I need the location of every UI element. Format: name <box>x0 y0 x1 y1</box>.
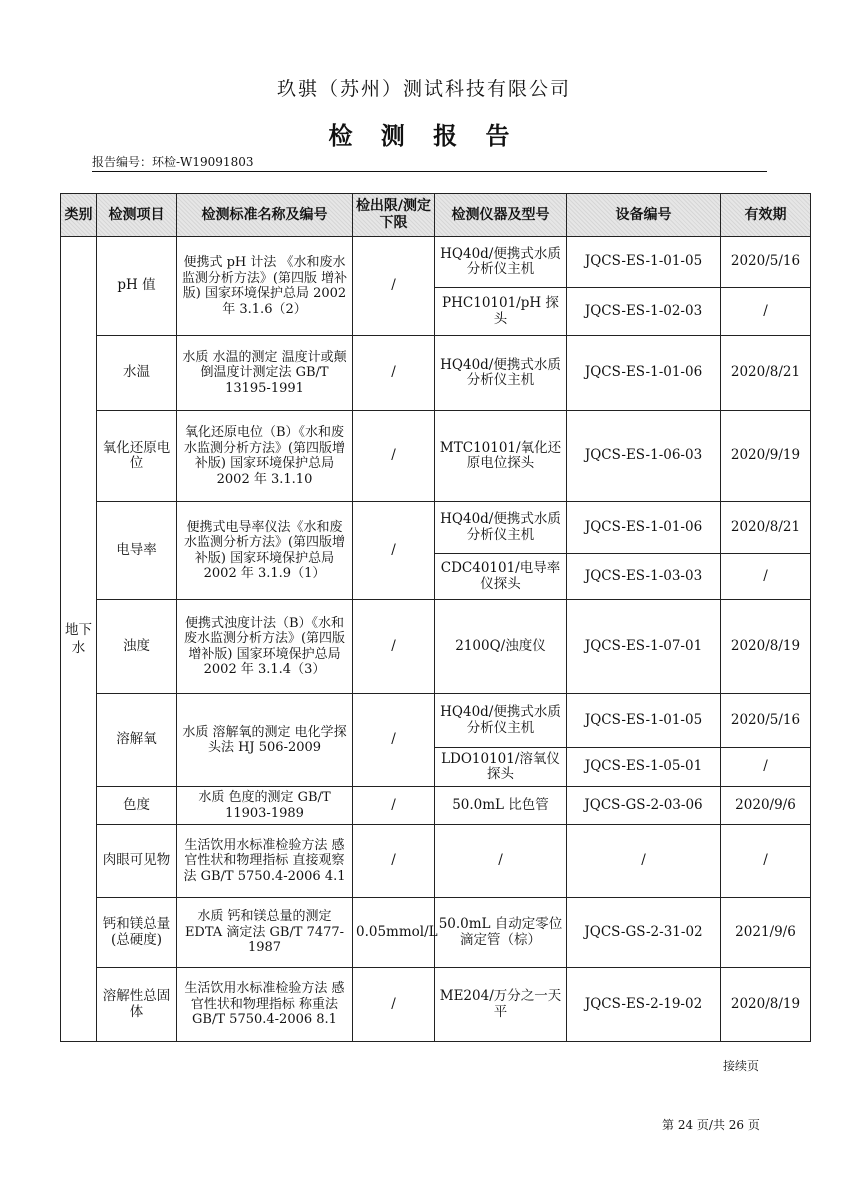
col-header-item: 检测项目 <box>97 194 177 237</box>
limit-cell: / <box>353 694 435 787</box>
table-row <box>61 898 811 968</box>
equip-no-cell: JQCS-GS-2-03-06 <box>567 787 721 825</box>
equip-no-cell: JQCS-ES-1-01-06 <box>567 502 721 554</box>
table-row <box>61 600 811 694</box>
report-number: 报告编号：环检-W19091803 <box>92 155 254 169</box>
col-header-equip-no: 设备编号 <box>567 194 721 237</box>
table-row <box>61 825 811 898</box>
instrument-cell: HQ40d/便携式水质分析仪主机 <box>435 237 567 288</box>
valid-date-cell: 2020/8/19 <box>721 600 811 694</box>
company-name: 玖骐（苏州）测试科技有限公司 <box>276 78 571 100</box>
standard-cell: 便携式电导率仪法《水和废水监测分析方法》(第四版增补版) 国家环境保护总局 2002 年 3.1.9（1） <box>177 502 353 600</box>
limit-cell: / <box>353 787 435 825</box>
equip-no-cell: JQCS-ES-1-05-01 <box>567 748 721 787</box>
instrument-cell: CDC40101/电导率仪探头 <box>435 554 567 600</box>
standard-cell: 水质 水温的测定 温度计或颠倒温度计测定法 GB/T 13195-1991 <box>177 336 353 411</box>
equip-no-cell: JQCS-ES-1-01-06 <box>567 336 721 411</box>
limit-cell: / <box>353 600 435 694</box>
col-header-valid: 有效期 <box>721 194 811 237</box>
standard-cell: 水质 溶解氧的测定 电化学探头法 HJ 506-2009 <box>177 694 353 787</box>
standard-cell: 生活饮用水标准检验方法 感官性状和物理指标 直接观察法 GB/T 5750.4-2006 4.1 <box>177 825 353 898</box>
table-row <box>61 968 811 1042</box>
instrument-cell: MTC10101/氧化还原电位探头 <box>435 411 567 502</box>
table-row <box>61 787 811 825</box>
instrument-cell: PHC10101/pH 探头 <box>435 288 567 336</box>
valid-date-cell: 2020/9/6 <box>721 787 811 825</box>
instrument-cell: 50.0mL 比色管 <box>435 787 567 825</box>
test-methods-table <box>60 193 811 1042</box>
item-name: 色度 <box>97 787 177 825</box>
standard-cell: 便携式浊度计法（B）《水和废水监测分析方法》(第四版增补版) 国家环境保护总局 2002 年 3.1.4（3） <box>177 600 353 694</box>
limit-cell: / <box>353 502 435 600</box>
equip-no-cell: JQCS-ES-1-03-03 <box>567 554 721 600</box>
limit-cell: / <box>353 336 435 411</box>
limit-cell: / <box>353 968 435 1042</box>
standard-cell: 便携式 pH 计法 《水和废水监测分析方法》(第四版 增补版) 国家环境保护总局 2002 年 3.1.6（2） <box>177 237 353 336</box>
equip-no-cell: JQCS-ES-2-19-02 <box>567 968 721 1042</box>
page-number: 第 24 页/共 26 页 <box>662 1118 760 1132</box>
standard-cell: 氧化还原电位（B）《水和废水监测分析方法》(第四版增补版) 国家环境保护总局 2002 年 3.1.10 <box>177 411 353 502</box>
instrument-cell: ME204/万分之一天平 <box>435 968 567 1042</box>
report-title: 检 测 报 告 <box>328 121 520 150</box>
table-row <box>61 336 811 411</box>
standard-cell: 水质 色度的测定 GB/T 11903-1989 <box>177 787 353 825</box>
table-row <box>61 237 811 288</box>
item-name: 水温 <box>97 336 177 411</box>
equip-no-cell: JQCS-ES-1-07-01 <box>567 600 721 694</box>
instrument-cell: 2100Q/浊度仪 <box>435 600 567 694</box>
valid-date-cell: 2020/8/21 <box>721 502 811 554</box>
limit-cell: 0.05mmol/L <box>353 898 435 968</box>
col-header-category: 类别 <box>61 194 97 237</box>
valid-date-cell: / <box>721 825 811 898</box>
table-row <box>61 411 811 502</box>
standard-cell: 生活饮用水标准检验方法 感官性状和物理指标 称重法 GB/T 5750.4-2006 8.1 <box>177 968 353 1042</box>
instrument-cell: / <box>435 825 567 898</box>
limit-cell: / <box>353 825 435 898</box>
item-name: 肉眼可见物 <box>97 825 177 898</box>
valid-date-cell: 2020/5/16 <box>721 694 811 748</box>
instrument-cell: HQ40d/便携式水质分析仪主机 <box>435 336 567 411</box>
valid-date-cell: 2020/8/21 <box>721 336 811 411</box>
item-name: 氧化还原电位 <box>97 411 177 502</box>
equip-no-cell: JQCS-ES-1-02-03 <box>567 288 721 336</box>
equip-no-cell: / <box>567 825 721 898</box>
valid-date-cell: 2020/5/16 <box>721 237 811 288</box>
item-name: pH 值 <box>97 237 177 336</box>
valid-date-cell: 2020/8/19 <box>721 968 811 1042</box>
col-header-standard: 检测标准名称及编号 <box>177 194 353 237</box>
item-name: 溶解性总固体 <box>97 968 177 1042</box>
header-rule <box>92 171 767 172</box>
item-name: 电导率 <box>97 502 177 600</box>
col-header-limit: 检出限/测定下限 <box>353 194 435 237</box>
equip-no-cell: JQCS-ES-1-06-03 <box>567 411 721 502</box>
table-row <box>61 694 811 748</box>
instrument-cell: 50.0mL 自动定零位滴定管（棕） <box>435 898 567 968</box>
valid-date-cell: / <box>721 554 811 600</box>
equip-no-cell: JQCS-ES-1-01-05 <box>567 694 721 748</box>
limit-cell: / <box>353 411 435 502</box>
valid-date-cell: / <box>721 748 811 787</box>
col-header-instrument: 检测仪器及型号 <box>435 194 567 237</box>
item-name: 钙和镁总量(总硬度) <box>97 898 177 968</box>
table-header-row <box>61 194 811 237</box>
standard-cell: 水质 钙和镁总量的测定 EDTA 滴定法 GB/T 7477-1987 <box>177 898 353 968</box>
valid-date-cell: 2020/9/19 <box>721 411 811 502</box>
instrument-cell: HQ40d/便携式水质分析仪主机 <box>435 502 567 554</box>
valid-date-cell: / <box>721 288 811 336</box>
continued-note: 接续页 <box>723 1059 760 1073</box>
instrument-cell: HQ40d/便携式水质分析仪主机 <box>435 694 567 748</box>
instrument-cell: LDO10101/溶氧仪探头 <box>435 748 567 787</box>
limit-cell: / <box>353 237 435 336</box>
item-name: 溶解氧 <box>97 694 177 787</box>
valid-date-cell: 2021/9/6 <box>721 898 811 968</box>
equip-no-cell: JQCS-GS-2-31-02 <box>567 898 721 968</box>
equip-no-cell: JQCS-ES-1-01-05 <box>567 237 721 288</box>
category-cell: 地下水 <box>61 237 97 1042</box>
item-name: 浊度 <box>97 600 177 694</box>
table-row <box>61 502 811 554</box>
